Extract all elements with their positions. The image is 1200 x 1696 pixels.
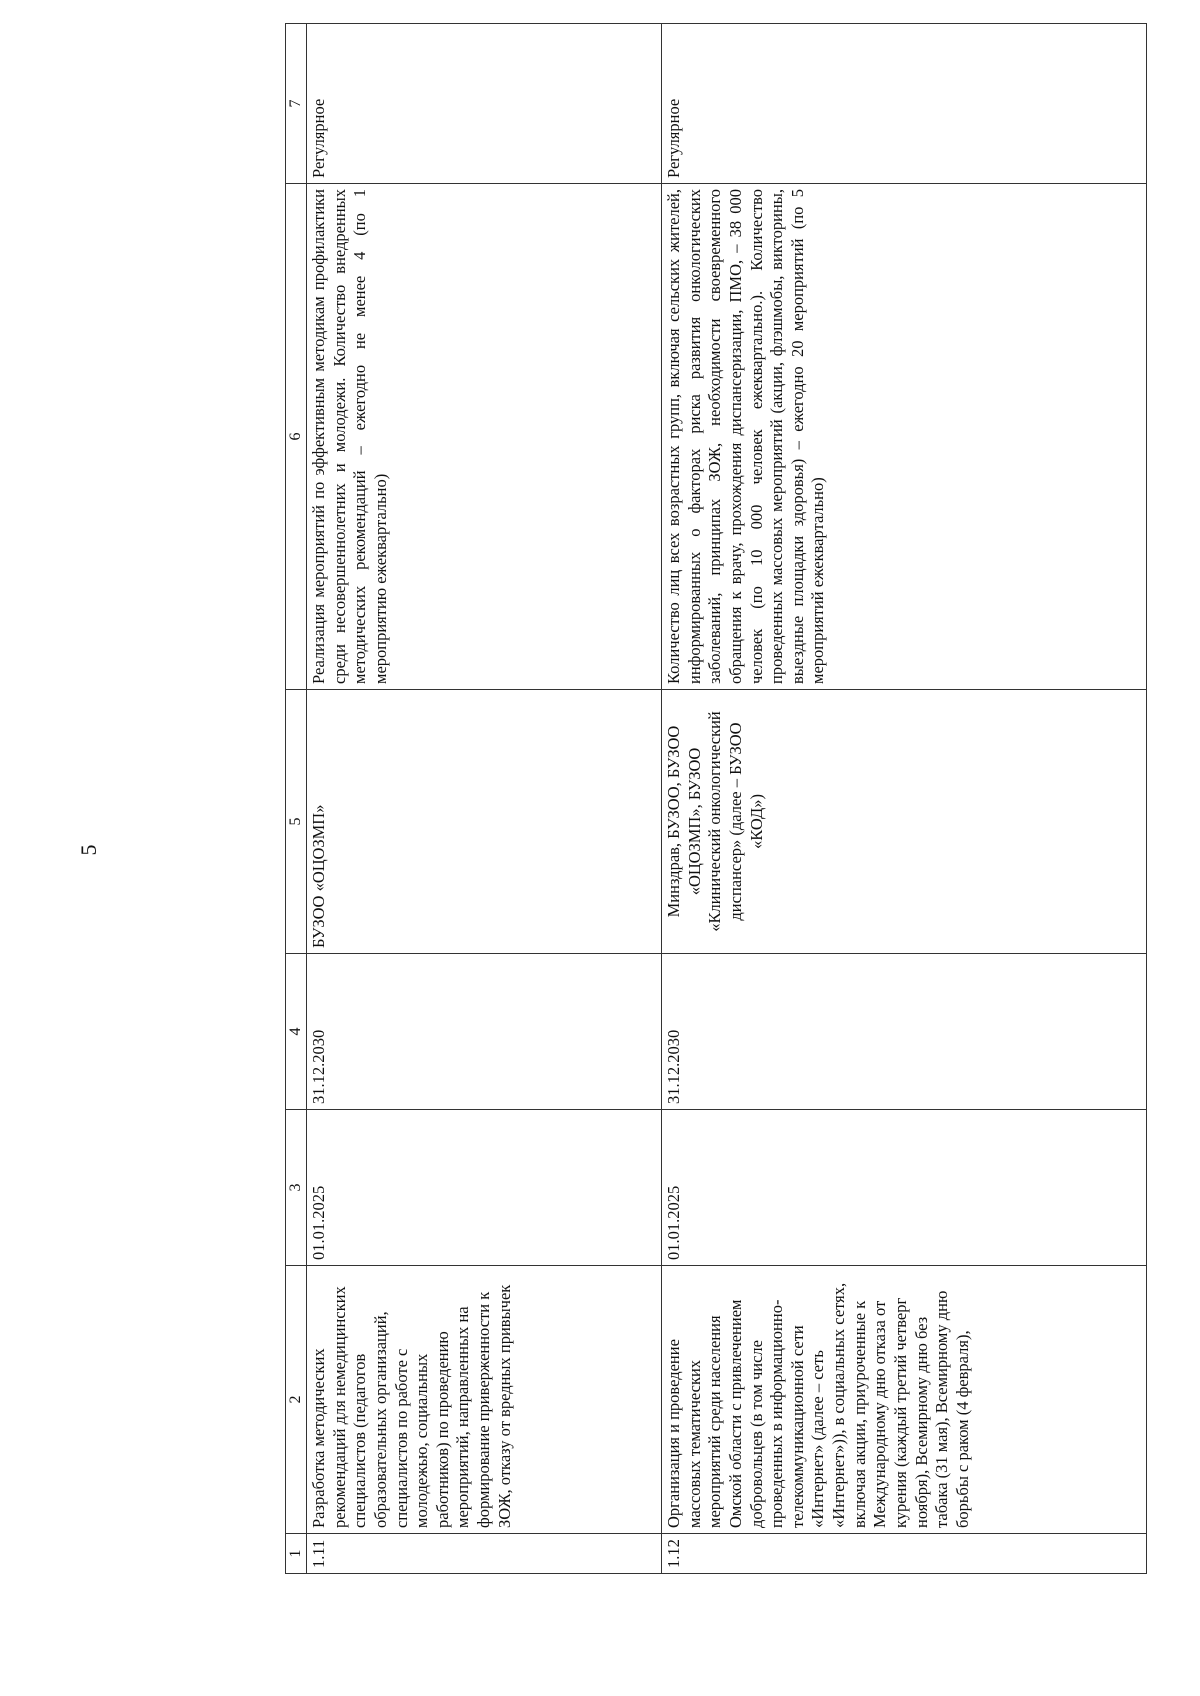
- rotated-table-wrapper: [285, 24, 1200, 1574]
- result-cell: Реализация мероприятий по эффективным методикам профилактики среди несовершеннолетних и молодежи. Количество внедренных методических рекомендаций – ежегодно не менее 4 (по 1 мероприятию ежеквартально): [307, 184, 662, 690]
- activity-cell: Организация и проведение массовых тематических мероприятий среди населения Омской области с привлечением добровольцев (в том числе проведенных в информационно-телекоммуникационной сети «Интернет» (далее – сеть «Интернет»)), в социальных сетях, включая акции, приуроченные к Международному дню отказа от курения (каждый третий четверг ноября), Всемирному дню без табака (31 мая), Всемирному дню борьбы с раком (4 февраля),: [662, 1266, 1147, 1534]
- table-row: [662, 24, 1147, 1574]
- result-cell: Количество лиц всех возрастных групп, включая сельских жителей, информированных о факторах риска развития онкологических заболеваний, принципах ЗОЖ, необходимости своевременного обращения к врачу, прохождения диспансеризации, ПМО, – 38 000 человек (по 10 000 человек ежеквартально.). Количество проведенных массовых мероприятий (акции, флэшмобы, викторины, выездные площадки здоровья) – ежегодно 20 мероприятий (по 5 мероприятий ежеквартально): [662, 184, 1147, 690]
- type-cell: Регулярное: [662, 24, 1147, 184]
- start-date-cell: 01.01.2025: [307, 1110, 662, 1266]
- column-header: 2: [286, 1266, 307, 1534]
- column-number-row: [286, 24, 307, 1574]
- page-number: 5: [76, 844, 101, 856]
- column-header: 6: [286, 184, 307, 690]
- row-number: 1.11: [307, 1534, 662, 1574]
- column-header: 5: [286, 690, 307, 954]
- start-date-cell: 01.01.2025: [662, 1110, 1147, 1266]
- action-plan-table: [285, 23, 1147, 1574]
- column-header: 4: [286, 954, 307, 1110]
- executor-cell: БУЗОО «ОЦОЗМП»: [307, 690, 662, 954]
- row-number: 1.12: [662, 1534, 1147, 1574]
- table-row: [307, 24, 662, 1574]
- end-date-cell: 31.12.2030: [662, 954, 1147, 1110]
- type-cell: Регулярное: [307, 24, 662, 184]
- activity-cell: Разработка методических рекомендаций для немедицинских специалистов (педагогов образовательных организаций, специалистов по работе с молодежью, социальных работников) по проведению мероприятий, направленных на формирование приверженности к ЗОЖ, отказу от вредных привычек: [307, 1266, 662, 1534]
- column-header: 7: [286, 24, 307, 184]
- column-header: 3: [286, 1110, 307, 1266]
- column-header: 1: [286, 1534, 307, 1574]
- executor-cell: Минздрав, БУЗОО, БУЗОО «ОЦОЗМП», БУЗОО «Клинический онкологический диспансер» (далее – БУЗОО «КОД»): [662, 690, 1147, 954]
- end-date-cell: 31.12.2030: [307, 954, 662, 1110]
